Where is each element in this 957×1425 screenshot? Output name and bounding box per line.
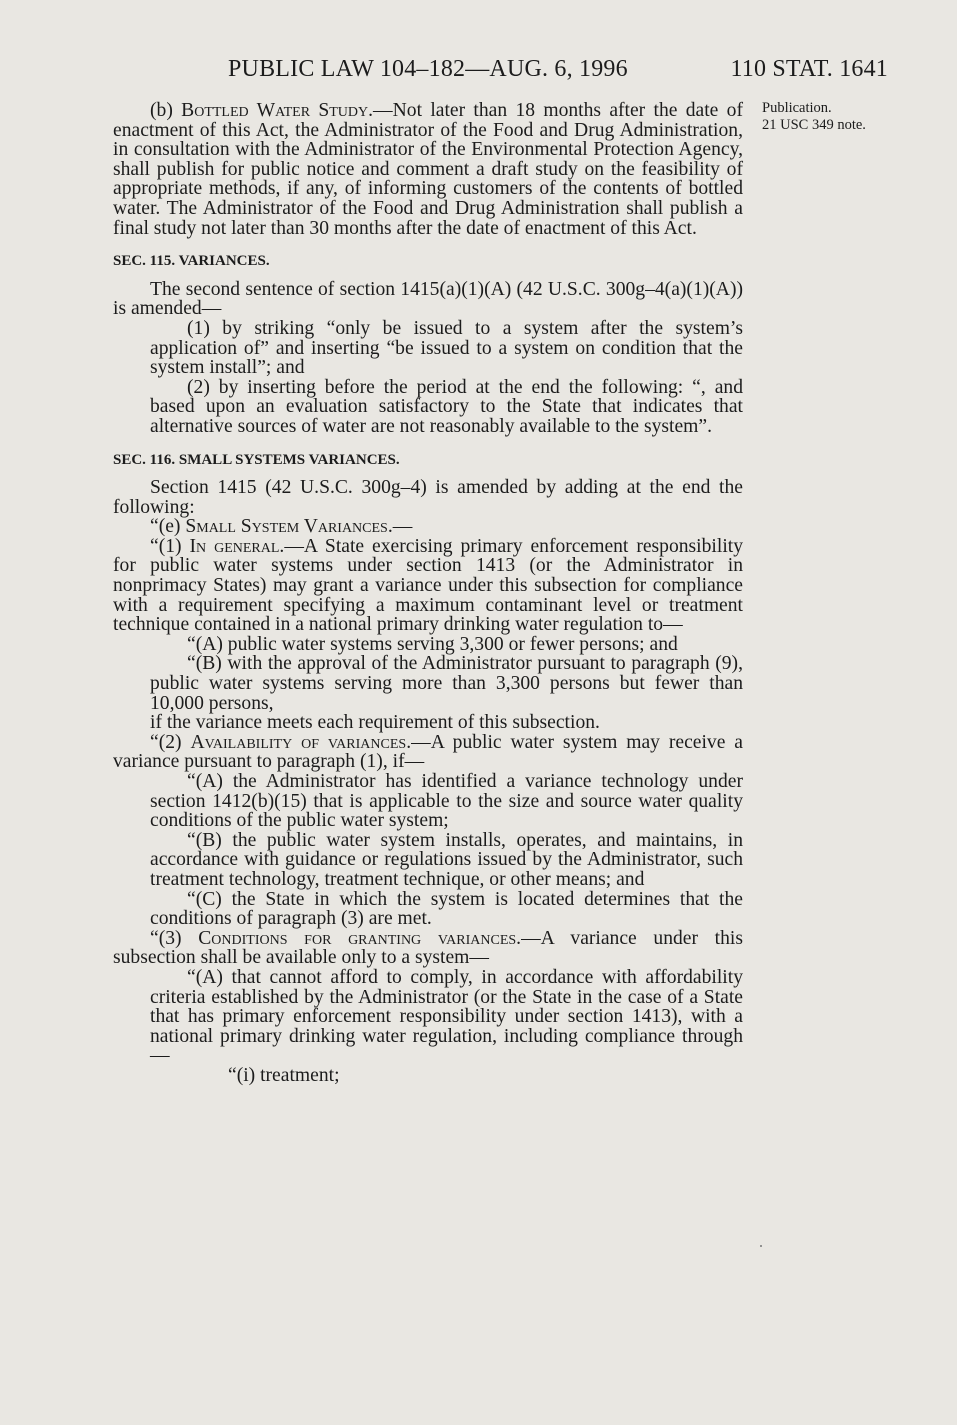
paragraph-1-subpara-b: “(B) with the approval of the Administrator pursuant to paragraph (9), public water systems serving more than 3,300 persons but fewer than 10,000 persons, [150, 653, 743, 714]
section-115-intro: The second sentence of section 1415(a)(1)(A) (42 U.S.C. 300g–4(a)(1)(A)) is amended— [113, 278, 743, 320]
paragraph-2-subpara-a: “(A) the Administrator has identified a variance technology under section 1412(b)(15) that is applicable to the size and source water quality conditions of the public water system; [150, 771, 743, 832]
paragraph-1-subpara-a: “(A) public water systems serving 3,300 or fewer persons; and [187, 633, 678, 655]
paragraph-1-heading: In general. [189, 535, 285, 557]
paragraph-2: “(2) Availability of variances.—A public water system may receive a variance pursuant to paragraph (1), if— [113, 731, 743, 773]
paragraph-1: “(1) In general.—A State exercising primary enforcement responsibility for public water systems under section 1413 (or the Administrator in nonprimacy States) may grant a variance under this subsection for compliance with a requirement specifying a maximum contaminant level or treatment technique contained in a national primary drinking water regulation to— [113, 535, 743, 636]
section-115-item-1: (1) by striking “only be issued to a system after the system’s application of” and inserting “be issued to a system on condition that the system install”; and [150, 317, 743, 379]
paragraph-2-subpara-b: “(B) the public water system installs, operates, and maintains, in accordance with guidance or regulations issued by the Administrator, such treatment technology, treatment technique, or other means; and [150, 829, 743, 890]
scan-speck [760, 1245, 762, 1247]
paragraph-1-tail: if the variance meets each requirement of this subsection. [150, 712, 600, 734]
document-body [113, 101, 743, 1086]
subsection-e-heading: “(e) Small System Variances.— [150, 516, 413, 538]
paragraph-2-subpara-c: “(C) the State in which the system is located determines that the conditions of paragraph (3) are met. [150, 888, 743, 930]
paragraph-3: “(3) Conditions for granting variances.—A variance under this subsection shall be available only to a system— [113, 927, 743, 969]
public-law-citation: PUBLIC LAW 104–182—AUG. 6, 1996 [228, 56, 628, 82]
statute-page-number: 110 STAT. 1641 [730, 56, 888, 82]
paragraph-3-subpara-a: “(A) that cannot afford to comply, in accordance with affordability criteria established by the Administrator (or the State in the case of a State that has primary enforcement responsibility under section 1413), with a national primary drinking water regulation, including compliance through— [150, 966, 743, 1067]
section-116-intro: Section 1415 (42 U.S.C. 300g–4) is amended by adding at the end the following: [113, 477, 743, 518]
margin-note-publication: Publication. [762, 100, 832, 116]
bottled-water-study-paragraph: (b) Bottled Water Study.—Not later than 18 months after the date of enactment of this Act, the Administrator of the Food and Drug Administration, in consultation with the Administrator of the Environmental Protection Agency, shall publish for public notice and comment a draft study on the feasibility of appropriate methods, if any, of informing customers of the contents of bottled water. The Administrator of the Food and Drug Administration shall publish a final study not later than 30 months after the date of enactment of this Act. [113, 100, 743, 239]
section-116-heading: SEC. 116. SMALL SYSTEMS VARIANCES. [113, 451, 400, 468]
bottled-water-study-text: —Not later than 18 months after the date of enactment of this Act, the Administrator of the Food and Drug Administration, in consultation with the Administrator of the Environmental Protection Agency, shall publish for public notice and comment a draft study on the feasibility of appropriate methods, if any, of informing customers of the contents of bottled water. The Administrator of the Food and Drug Administration shall publish a final study not later than 30 months after the date of enactment of this Act. [113, 100, 743, 239]
paragraph-2-heading: Availability of variances. [190, 731, 412, 753]
paragraph-3-heading: Conditions for granting variances. [198, 927, 522, 949]
margin-note-usc: 21 USC 349 note. [762, 117, 866, 133]
bottled-water-study-heading: Bottled Water Study. [181, 100, 374, 121]
paragraph-3-clause-i: “(i) treatment; [228, 1064, 340, 1086]
section-115-item-2: (2) by inserting before the period at the end the following: “, and based upon an evaluation satisfactory to the State that indicates that alternative sources of water are not reasonably available to the system”. [150, 376, 743, 437]
margin-notes [762, 100, 866, 134]
section-115-heading: SEC. 115. VARIANCES. [113, 253, 270, 270]
